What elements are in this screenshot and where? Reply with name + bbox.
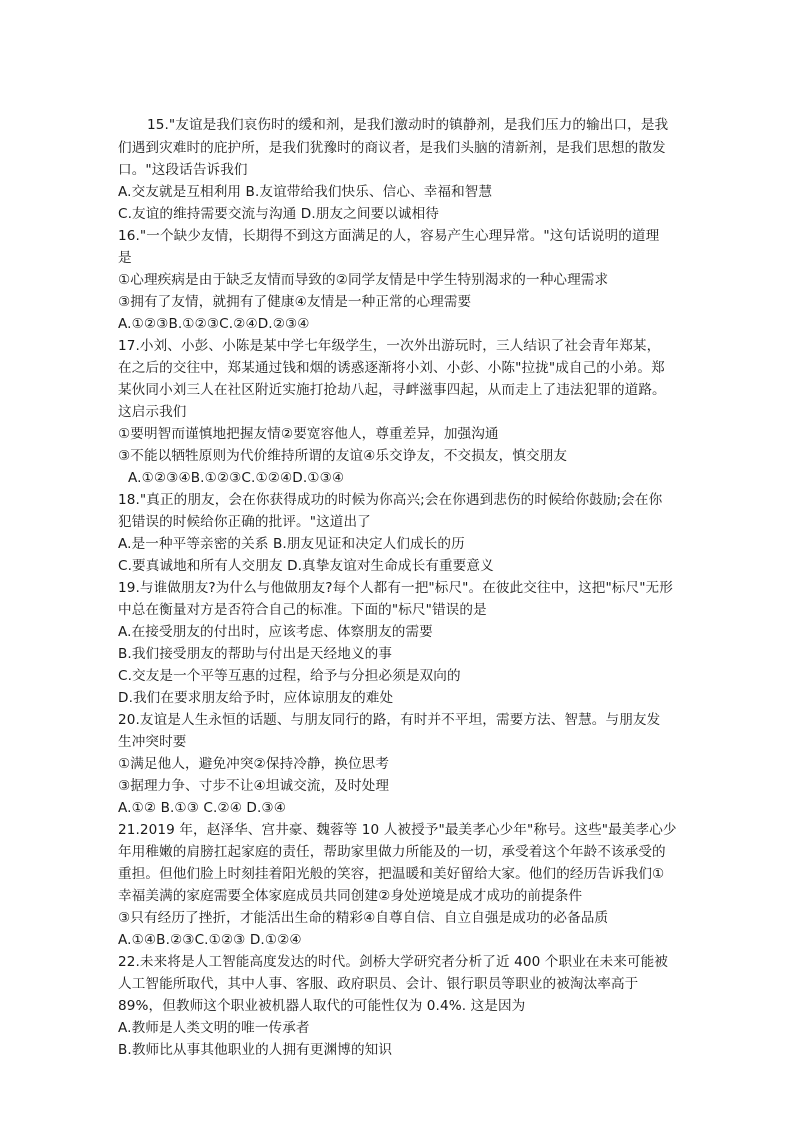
q17-line-4: 这启示我们 [118,404,187,420]
q21-line-3: 重担。但他们脸上时刻挂着阳光般的笑容，把温暖和美好留给大家。他们的经历告诉我们① [118,866,665,882]
q20-line-2: 生冲突时要 [118,734,187,750]
q21-line-1: 21.2019 年，赵泽华、宫井豪、魏蓉等 10 人被授予"最美孝心少年"称号。这些"最美孝心少 [118,822,677,838]
q21-line-4: 幸福美满的家庭需要全体家庭成员共同创建②身处逆境是成才成功的前提条件 [118,888,583,904]
q17-statements-34: ③不能以牺牲原则为代价维持所谓的友谊④乐交诤友，不交损友，慎交朋友 [118,448,568,464]
q17-statements-12: ①要明智而谨慎地把握友情②要宽容他人，尊重差异，加强沟通 [118,426,499,442]
q17-line-1: 17.小刘、小彭、小陈是某中学七年级学生，一次外出游玩时，三人结识了社会青年郑某， [118,338,661,354]
q20-line-1: 20.友谊是人生永恒的话题、与朋友同行的路，有时并不平坦，需要方法、智慧。与朋友发 [118,712,661,728]
q22-option-a: A.教师是人类文明的唯一传承者 [118,1020,310,1036]
q15-line-2: 们遇到灾难时的庇护所，是我们犹豫时的商议者，是我们头脑的清新剂，是我们思想的散发 [118,140,666,156]
q20-statements-34: ③据理力争、寸步不让④坦诚交流，及时处理 [118,778,390,794]
q17-line-3: 某伙同小刘三人在社区附近实施打抢劫八起，寻衅滋事四起，从而走上了违法犯罪的道路。 [118,382,666,398]
q18-line-1: 18."真正的朋友，会在你获得成功的时候为你高兴;会在你遇到悲伤的时候给你鼓励;会在你 [118,492,663,508]
q20-statements-12: ①满足他人，避免冲突②保持冷静，换位思考 [118,756,390,772]
q16-line-1: 16."一个缺少友情，长期得不到这方面满足的人，容易产生心理异常。"这句话说明的道理 [118,228,660,244]
q16-options: A.①②③B.①②③C.②④D.②③④ [118,316,310,332]
q15-options-ab: A.交友就是互相利用 B.友谊带给我们快乐、信心、幸福和智慧 [118,184,493,200]
q19-line-1: 19.与谁做朋友?为什么与他做朋友?每个人都有一把"标尺"。在彼此交往中，这把"标尺"无形 [118,580,673,596]
q19-line-2: 中总在衡量对方是否符合自己的标准。下面的"标尺"错误的是 [118,602,487,618]
q22-line-2: 人工智能所取代，其中人事、客服、政府职员、会计、银行职员等职业的被淘汰率高于 [118,976,639,992]
q18-line-2: 犯错误的时候给你正确的批评。"这道出了 [118,514,371,530]
q21-options: A.①④B.②③C.①②③ D.①②④ [118,932,302,948]
q17-options: A.①②③④B.①②③C.①②④D.①③④ [128,470,345,486]
q19-option-b: B.我们接受朋友的帮助与付出是天经地义的事 [118,646,393,662]
q21-line-5: ③只有经历了挫折，才能活出生命的精彩④自尊自信、自立自强是成功的必备品质 [118,910,609,926]
q22-line-1: 22.未来将是人工智能高度发达的时代。剑桥大学研究者分析了近 400 个职业在未来可能被 [118,954,668,970]
q15-line-1: 15."友谊是我们哀伤时的缓和剂，是我们激动时的镇静剂，是我们压力的输出口，是我 [147,117,669,133]
q22-line-3: 89%，但教师这个职业被机器人取代的可能性仅为 0.4%. 这是因为 [118,998,526,1014]
q19-option-a: A.在接受朋友的付出时，应该考虑、体察朋友的需要 [118,624,433,640]
q19-option-d: D.我们在要求朋友给予时，应体谅朋友的难处 [118,690,394,706]
q18-options-ab: A.是一种平等亲密的关系 B.朋友见证和决定人们成长的历 [118,536,465,552]
q16-statements-12: ①心理疾病是由于缺乏友情而导致的②同学友情是中学生特别渴求的一种心理需求 [118,272,609,288]
q15-line-3: 口。"这段话告诉我们 [118,162,248,178]
q16-line-2: 是 [118,250,132,266]
q22-option-b: B.教师比从事其他职业的人拥有更渊博的知识 [118,1042,393,1058]
q15-options-cd: C.友谊的维持需要交流与沟通 D.朋友之间要以诚相待 [118,206,439,222]
q19-option-c: C.交友是一个平等互惠的过程，给予与分担必须是双向的 [118,668,461,684]
q17-line-2: 在之后的交往中，郑某通过钱和烟的诱惑逐渐将小刘、小彭、小陈"拉拢"成自己的小弟。郑 [118,360,665,376]
q21-line-2: 年用稚嫩的肩膀扛起家庭的责任，帮助家里做力所能及的一切，承受着这个年龄不该承受的 [118,844,666,860]
q16-statements-34: ③拥有了友情，就拥有了健康④友情是一种正常的心理需要 [118,294,472,310]
q18-options-cd: C.要真诚地和所有人交朋友 D.真挚友谊对生命成长有重要意义 [118,558,494,574]
q20-options: A.①② B.①③ C.②④ D.③④ [118,800,286,816]
